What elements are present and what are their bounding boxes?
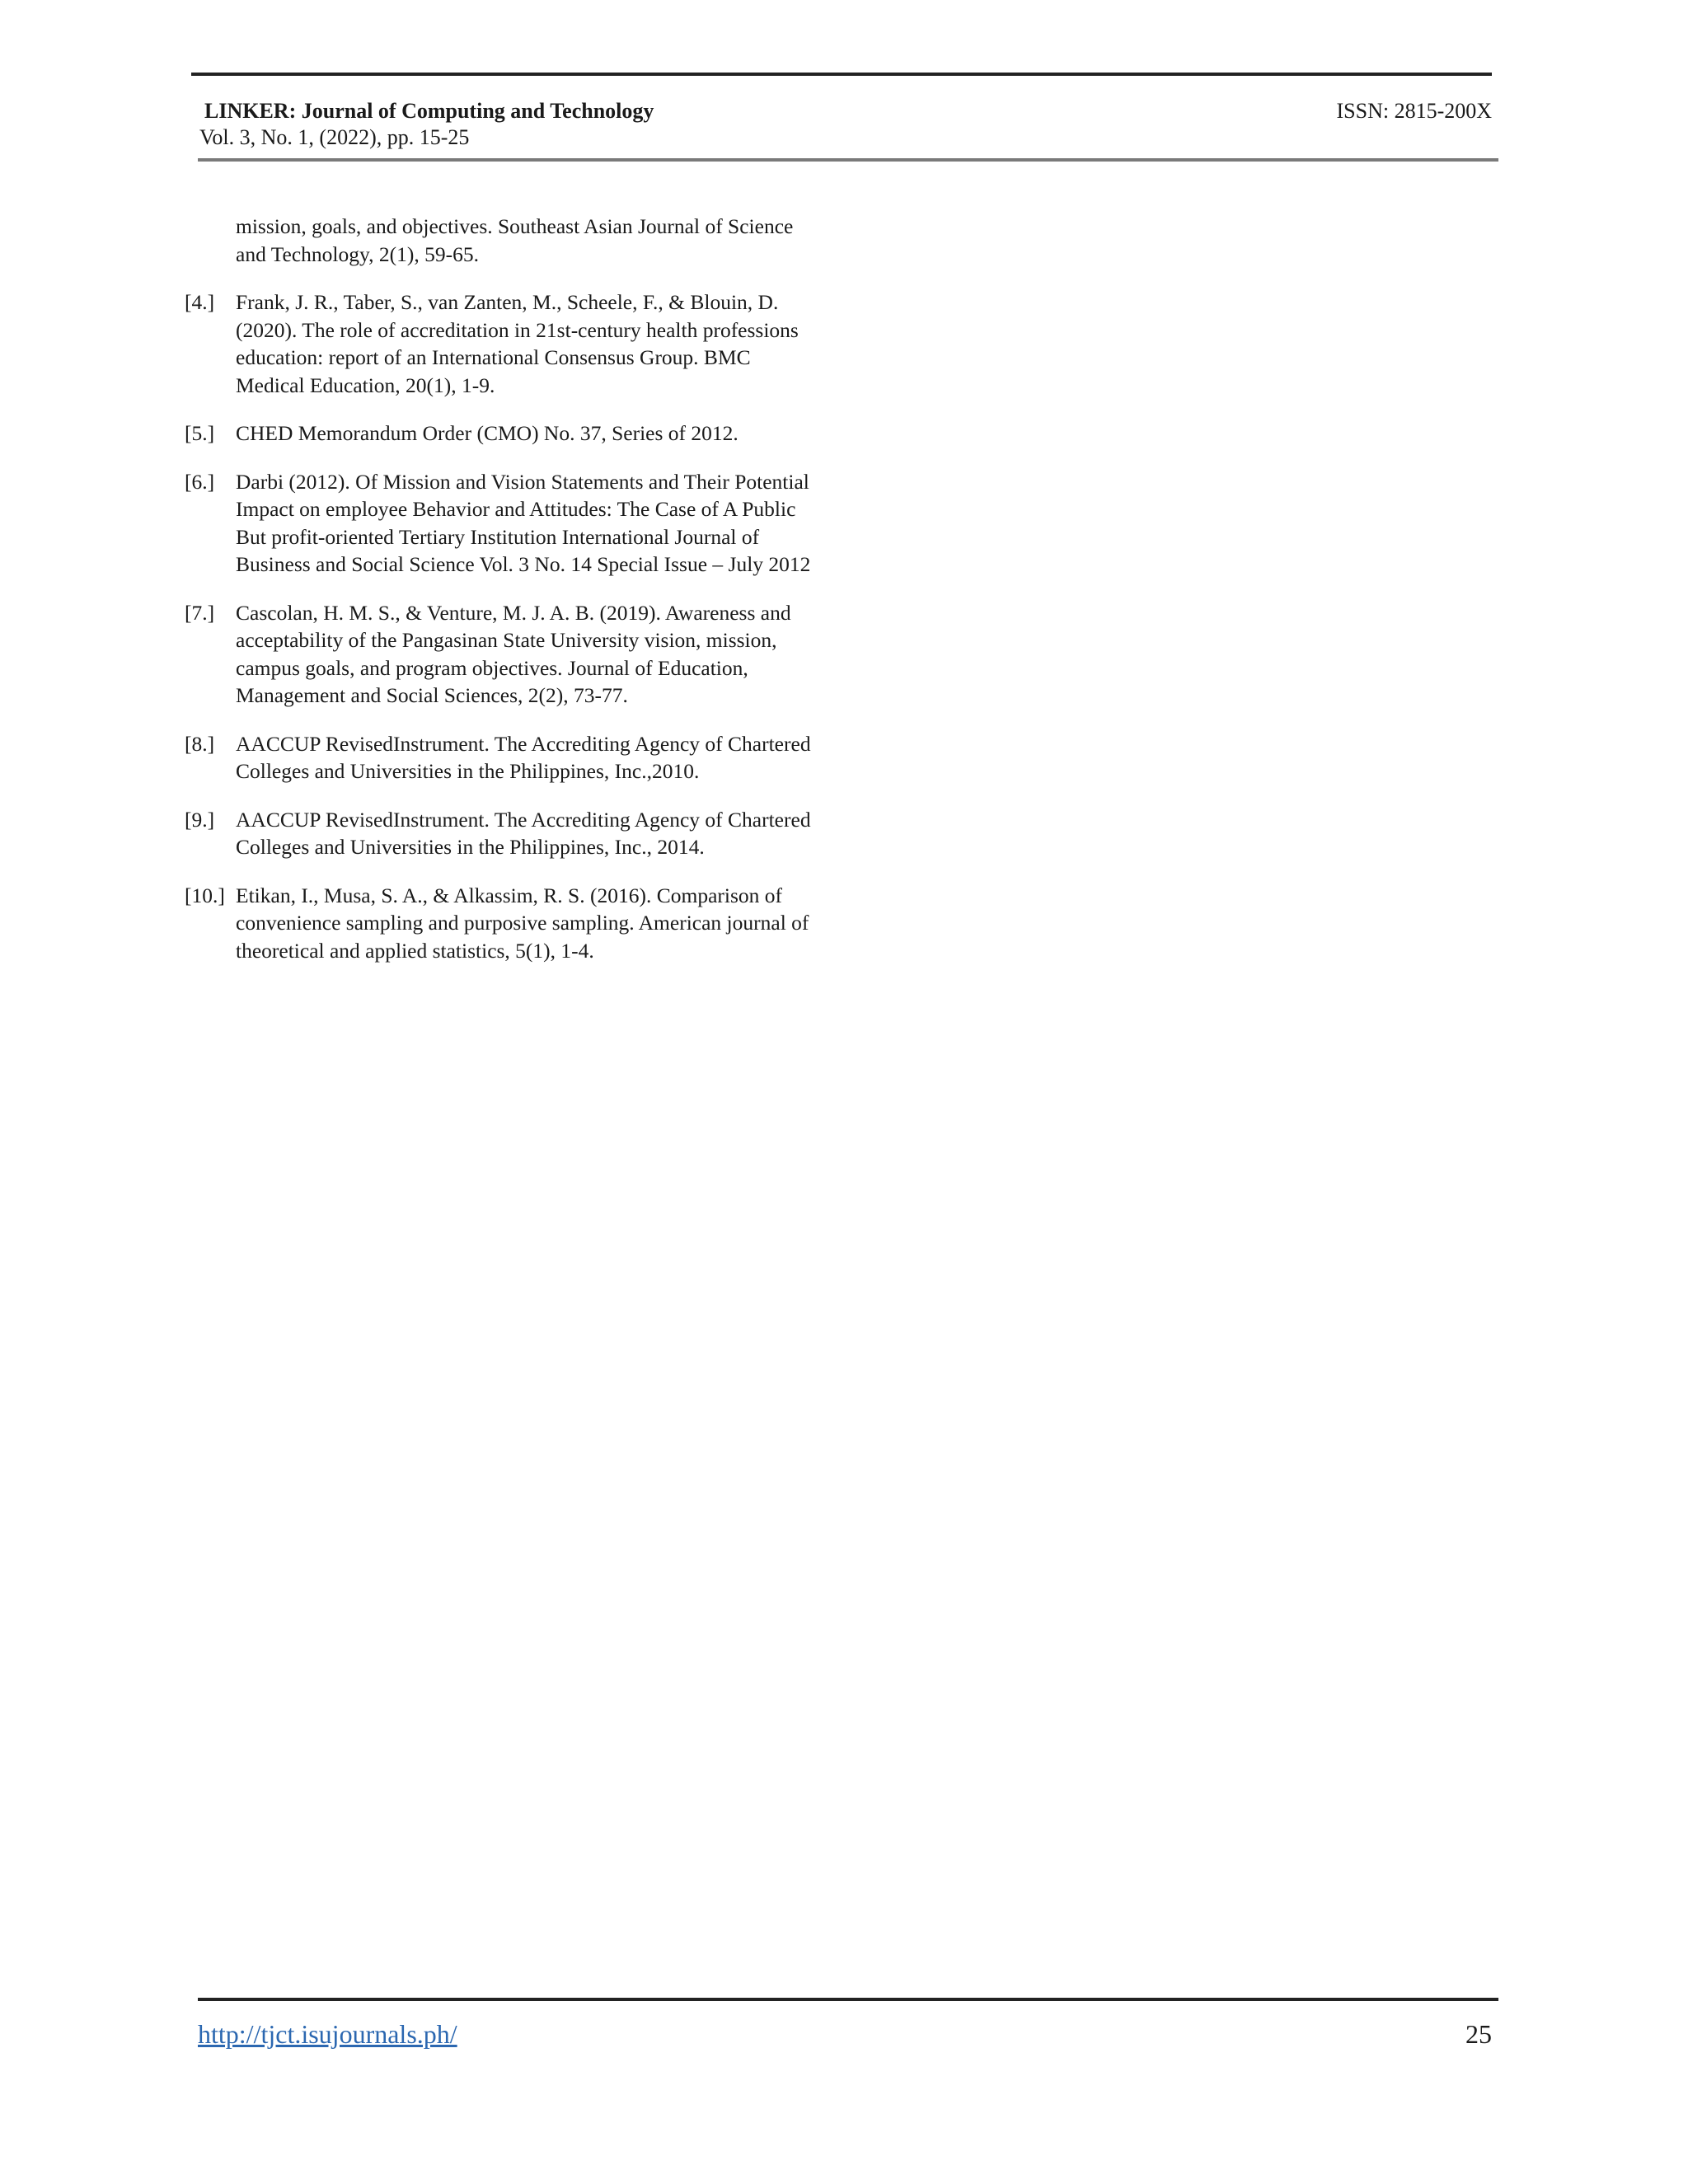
reference-number: [8.] xyxy=(185,731,215,756)
journal-title: LINKER: Journal of Computing and Technology xyxy=(204,99,654,123)
reference-item xyxy=(185,882,811,965)
issn: ISSN: 2815-200X xyxy=(1336,99,1492,123)
reference-number: [10.] xyxy=(185,883,225,907)
reference-text: Frank, J. R., Taber, S., van Zanten, M., Scheele, F., & Blouin, D. (2020). The role of accreditation in 21st-century health professions education: report of an International Consensus Group. BMC Medical Education, 20(1), 1-9. xyxy=(236,290,799,397)
header-bottom-rule xyxy=(198,158,1498,162)
reference-number: [9.] xyxy=(185,807,215,832)
header-top-rule xyxy=(191,73,1492,76)
reference-number: [6.] xyxy=(185,469,215,494)
reference-item xyxy=(185,468,811,579)
running-header xyxy=(204,97,654,124)
reference-number: [7.] xyxy=(185,600,215,625)
reference-item xyxy=(185,213,811,268)
reference-item xyxy=(185,730,811,785)
reference-text: Darbi (2012). Of Mission and Vision Statements and Their Potential Impact on employee Behavior and Attitudes: The Case of A Public But profit-oriented Tertiary Institution International Journal of Business and Social Science Vol. 3 No. 14 Special Issue – July 2012 xyxy=(236,469,811,576)
reference-item xyxy=(185,288,811,399)
reference-number: [5.] xyxy=(185,421,215,445)
reference-text: AACCUP RevisedInstrument. The Accrediting Agency of Chartered Colleges and Universities in the Philippines, Inc.,2010. xyxy=(236,731,811,783)
reference-text: Cascolan, H. M. S., & Venture, M. J. A. B. (2019). Awareness and acceptability of the Pangasinan State University vision, mission, campus goals, and program objectives. Journal of Education, Management and Social Sciences, 2(2), 73-77. xyxy=(236,600,791,707)
volume-info: Vol. 3, No. 1, (2022), pp. 15-25 xyxy=(199,125,470,149)
reference-text: Etikan, I., Musa, S. A., & Alkassim, R. S. (2016). Comparison of convenience sampling and purposive sampling. American journal of theoretical and applied statistics, 5(1), 1-4. xyxy=(236,883,809,963)
reference-text: AACCUP RevisedInstrument. The Accrediting Agency of Chartered Colleges and Universities in the Philippines, Inc., 2014. xyxy=(236,807,811,859)
journal-url-link[interactable]: http://tjct.isujournals.ph/ xyxy=(198,2019,457,2049)
footer-rule xyxy=(198,1998,1498,2001)
reference-number: [4.] xyxy=(185,290,215,314)
reference-item xyxy=(185,419,811,448)
reference-item xyxy=(185,806,811,861)
reference-item xyxy=(185,599,811,710)
reference-text: mission, goals, and objectives. Southeast Asian Journal of Science and Technology, 2(1), 59-65. xyxy=(236,214,794,266)
reference-text: CHED Memorandum Order (CMO) No. 37, Series of 2012. xyxy=(236,421,738,445)
page-number: 25 xyxy=(1465,2019,1492,2049)
reference-list xyxy=(185,213,811,985)
